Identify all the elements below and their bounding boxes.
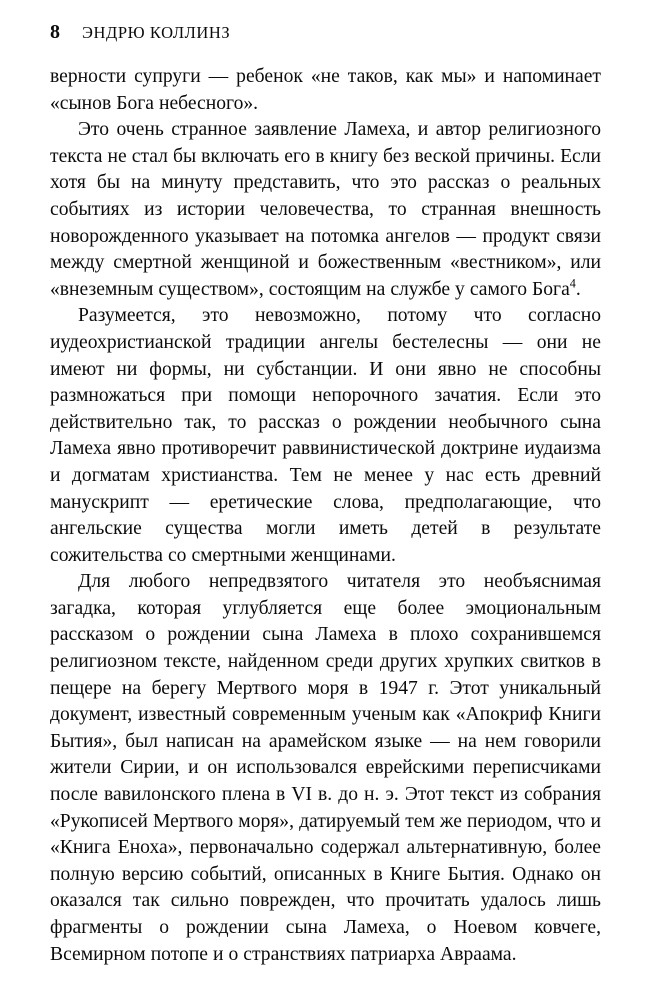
paragraph-genesis-apocryphon: Для любого непредвзятого читателя это необъяснимая загадка, которая углубляется еще более эмоциональным рассказом о рождении сына Ламеха в плохо сохранившемся религиозном тексте, найденном среди других хрупких свитков в пещере на берегу Мертвого моря в 1947 г. Этот уникальный документ, известный современным ученым как «Апокриф Книги Бытия», был написан на арамейском языке — на нем говорили жители Сирии, и он использовался еврейскими переписчиками после вавилонского плена в VI в. до н. э. Этот текст из собрания «Рукописей Мертвого моря», датируемый тем же периодом, что и «Книга Еноха», первоначально содержал альтернативную, более полную версию событий, описанных в Книге Бытия. Однако он оказался так сильно поврежден, что прочитать удалось лишь фрагменты о рождении сына Ламеха, о Ноевом ковчеге, Всемирном потопе и о странствиях патриарха Авраама. (50, 571, 601, 965)
paragraph-continuation: верности супруги — ребенок «не таков, как мы» и напоминает «сынов Бога небесного». (50, 66, 601, 114)
body-text-block (50, 64, 601, 968)
paragraph-angels-incorporeal: Разумеется, это невозможно, потому что согласно иудеохристианской традиции ангелы бестелесны — они не имеют ни формы, ни субстанции. И они явно не способны размножаться при помощи непорочного зачатия. Если это действительно так, то рассказ о рождении необычного сына Ламеха явно противоречит раввинистической доктрине иудаизма и догматам христианства. Тем не менее у нас есть древний манускрипт — еретические слова, предполагающие, что ангельские существа могли иметь детей в результате сожительства со смертными женщинами. (50, 305, 601, 566)
footnote-marker: 4 (569, 276, 576, 291)
running-header (50, 22, 600, 42)
running-title-author: ЭНДРЮ КОЛЛИНЗ (82, 23, 231, 42)
page-number: 8 (50, 21, 60, 43)
paragraph-text-after-footnote: . (575, 278, 581, 300)
paragraph-text-before-footnote: Это очень странное заявление Ламеха, и автор религиозного текста не стал бы включать его в книгу без веской причины. Если хотя бы на минуту представить, что это рассказ о реальных событиях из истории человечества, то странная внешность новорожденного указывает на потомка ангелов — продукт связи между смертной женщиной и божественным «вестником», или «внеземным существом», состоящим на службе у самого Бога (50, 119, 601, 300)
paragraph-lamech-statement (50, 117, 601, 303)
